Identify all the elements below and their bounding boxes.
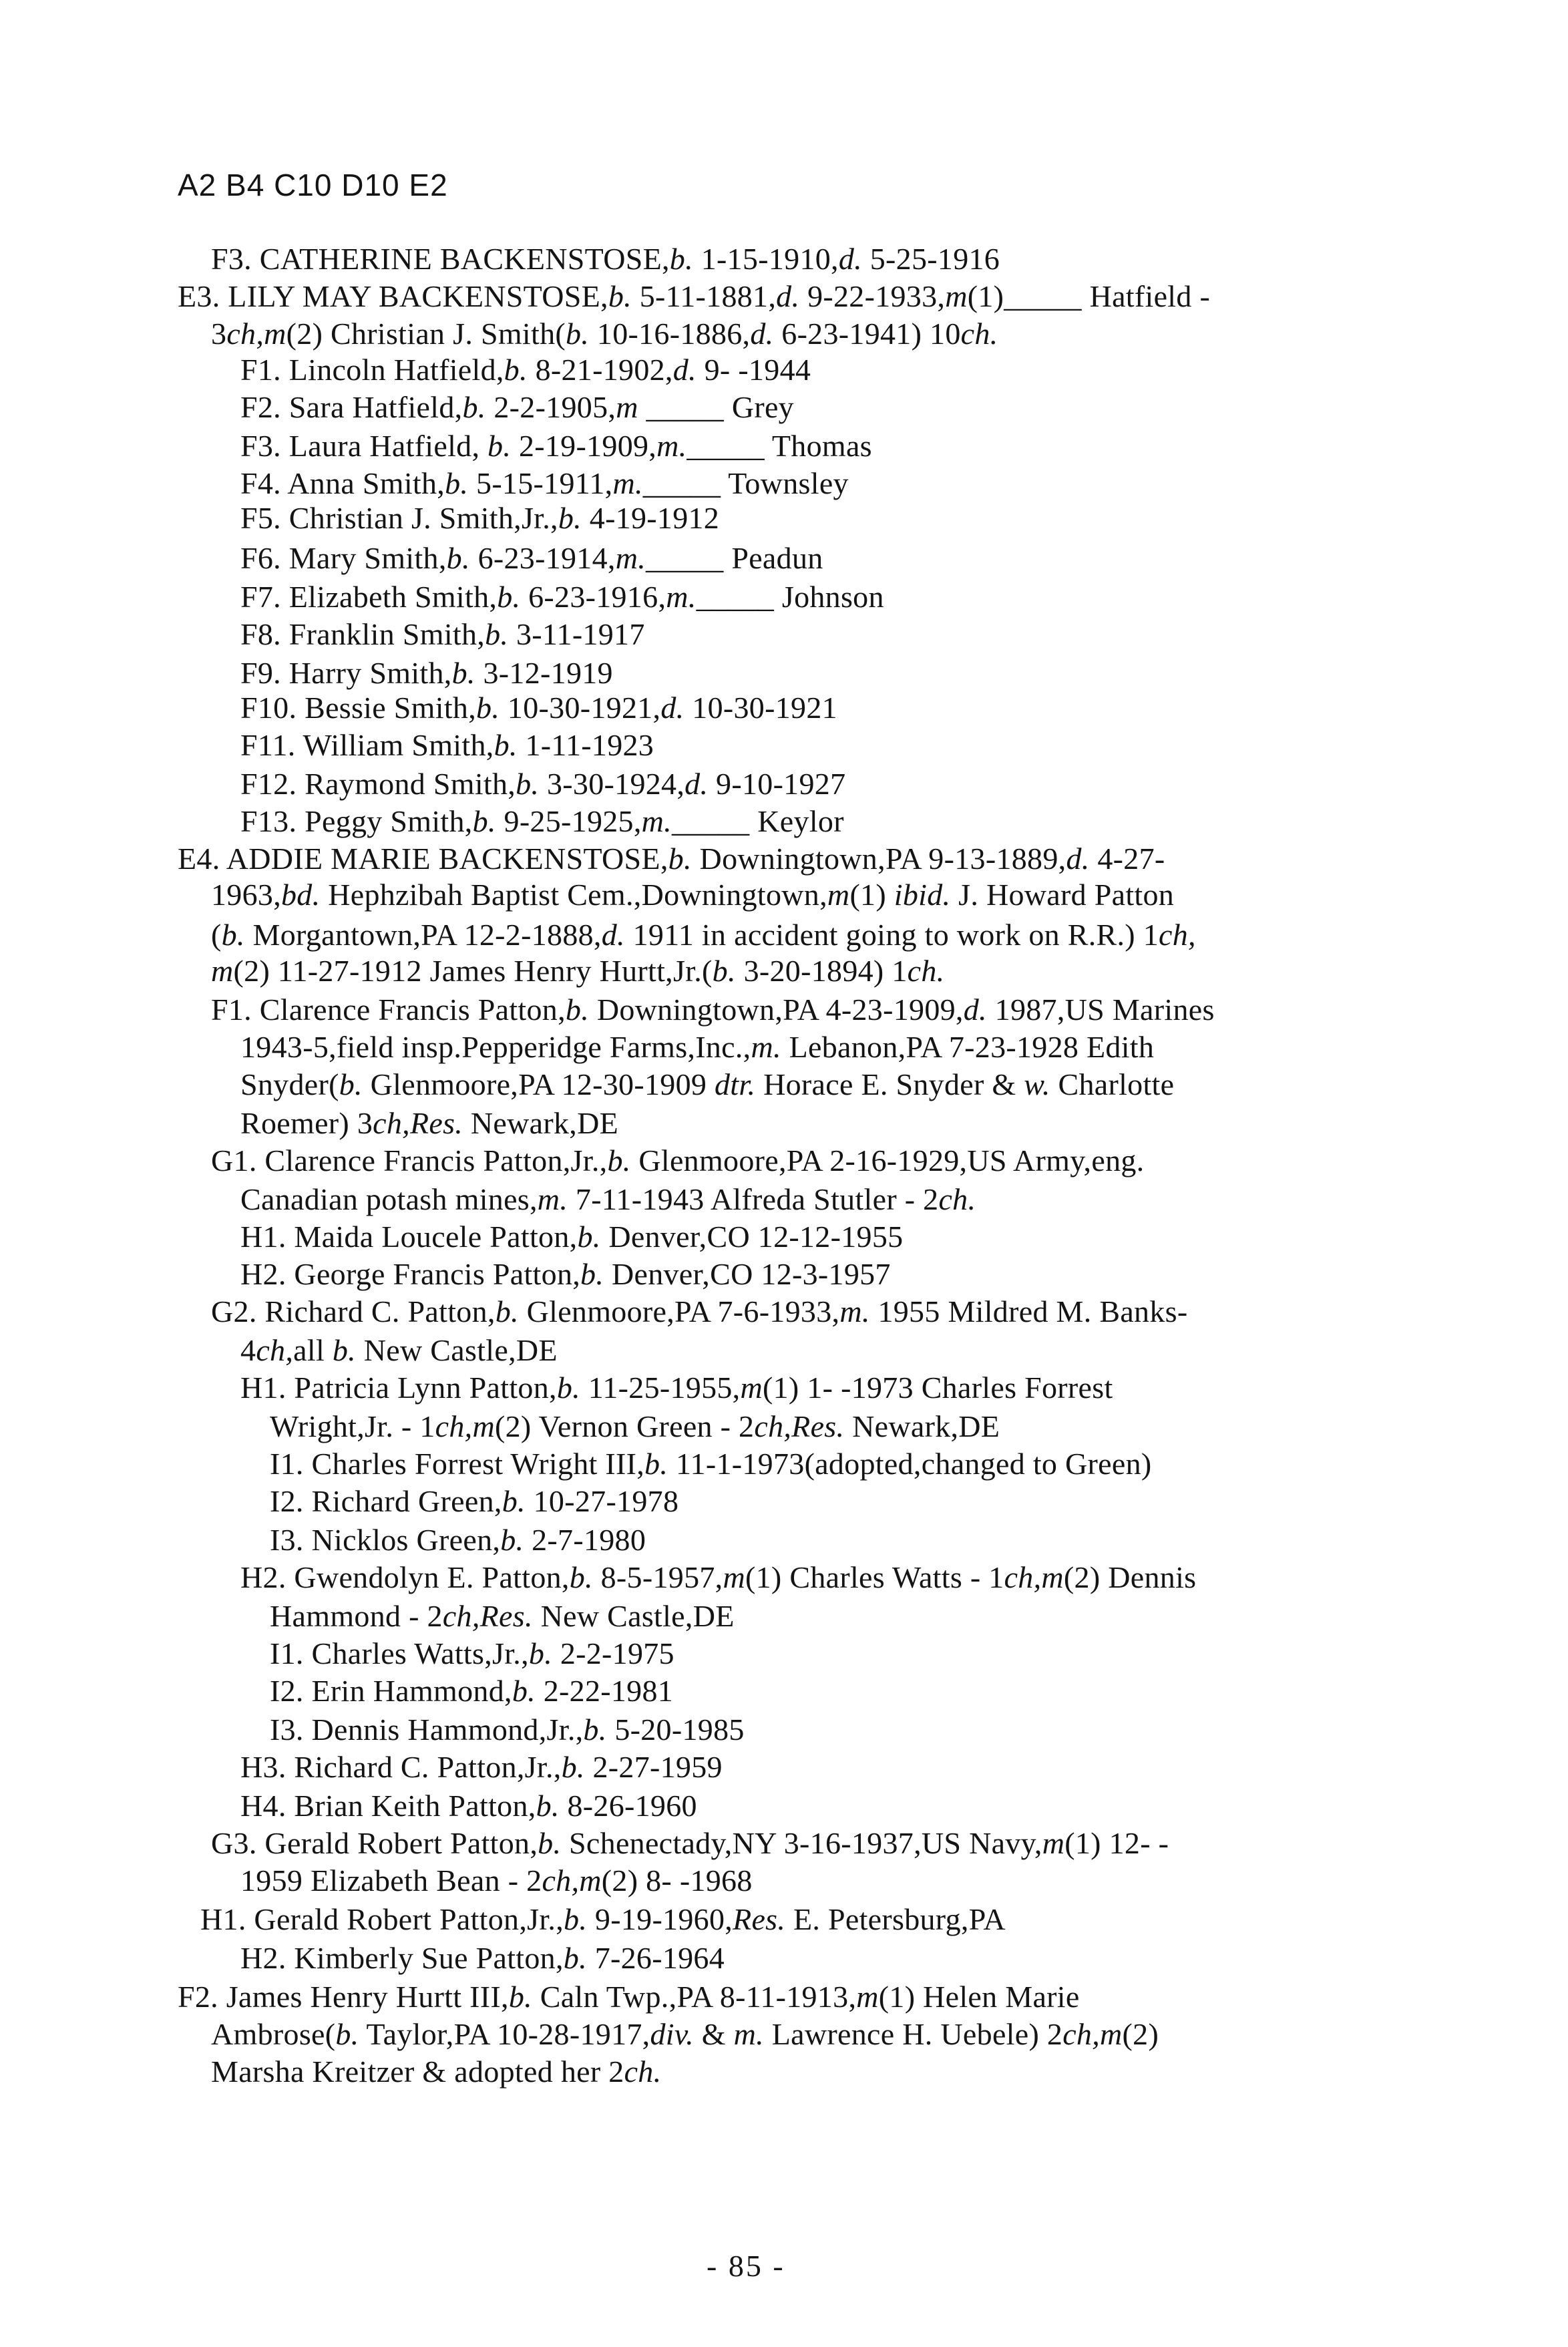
entry-text: H1. Maida Loucele Patton, xyxy=(240,1220,578,1254)
entry-text: Glenmoore,PA 7-6-1933, xyxy=(518,1294,840,1328)
entry-line xyxy=(240,427,872,465)
entry-text: H4. Brian Keith Patton, xyxy=(240,1789,536,1823)
entry-text: 10-27-1978 xyxy=(525,1484,679,1518)
entry-text: 8-21-1902, xyxy=(527,353,673,387)
entry-text: (1) Helen Marie xyxy=(878,1980,1080,2014)
entry-text: Denver,CO 12-12-1955 xyxy=(600,1220,904,1254)
entry-text: Newark,DE xyxy=(463,1106,618,1140)
entry-line xyxy=(240,765,845,803)
entry-text: _____ Thomas xyxy=(687,429,872,463)
entry-text: 6-23-1941) 10 xyxy=(773,317,961,351)
entry-line xyxy=(270,1635,674,1672)
abbreviation-italic: b. xyxy=(558,501,582,535)
entry-text: 6-23-1914, xyxy=(469,541,616,575)
entry-line xyxy=(240,1181,976,1218)
entry-text: Lebanon,PA 7-23-1928 Edith xyxy=(781,1030,1155,1064)
abbreviation-italic: b. xyxy=(577,1220,601,1254)
entry-line xyxy=(240,1029,1154,1066)
entry-text: Caln Twp.,PA 8-11-1913, xyxy=(532,1980,857,2014)
abbreviation-italic: b. xyxy=(583,1712,607,1747)
entry-line xyxy=(240,1332,558,1369)
entry-line xyxy=(270,1408,1000,1445)
abbreviation-italic: b. xyxy=(644,1447,668,1481)
entry-line xyxy=(211,315,998,353)
entry-text: 1955 Mildred M. Banks- xyxy=(869,1294,1188,1328)
entry-text: F12. Raymond Smith, xyxy=(240,767,516,801)
entry-text: 1943-5,field insp.Pepperidge Farms,Inc., xyxy=(240,1030,751,1064)
entry-text: 2-27-1959 xyxy=(584,1750,723,1784)
entry-text: Schenectady,NY 3-16-1937,US Navy, xyxy=(561,1826,1042,1860)
abbreviation-italic: m xyxy=(723,1560,745,1594)
abbreviation-italic: b. xyxy=(563,1941,587,1975)
entry-text: Ambrose( xyxy=(211,2017,336,2051)
abbreviation-italic: ch. xyxy=(907,954,945,988)
abbreviation-italic: b. xyxy=(580,1257,604,1291)
entry-line xyxy=(270,1598,735,1635)
entry-text: Glenmoore,PA 2-16-1929,US Army,eng. xyxy=(630,1143,1145,1178)
entry-text: I2. Erin Hammond, xyxy=(270,1674,512,1708)
abbreviation-italic: b. xyxy=(561,1750,585,1784)
entry-line xyxy=(211,991,1215,1029)
entry-line xyxy=(240,389,794,426)
entry-text: & xyxy=(693,2017,734,2051)
abbreviation-italic: w. xyxy=(1024,1067,1050,1101)
entry-text: _____ Peadun xyxy=(646,541,823,575)
entry-text: Horace E. Snyder & xyxy=(755,1067,1024,1101)
abbreviation-italic: b. xyxy=(528,1636,553,1670)
entry-text: 10-16-1886, xyxy=(589,317,751,351)
abbreviation-italic: ch. xyxy=(624,2054,662,2089)
entry-text: 3-12-1919 xyxy=(475,656,613,690)
abbreviation-italic: b. xyxy=(335,2017,359,2051)
abbreviation-italic: d. xyxy=(963,992,987,1027)
entry-line xyxy=(240,655,613,692)
abbreviation-italic: dtr. xyxy=(714,1067,756,1101)
abbreviation-italic: Res. xyxy=(733,1902,786,1936)
entry-text: 4-19-1912 xyxy=(581,501,720,535)
entry-text: 1963, xyxy=(211,878,281,912)
entry-line xyxy=(240,803,844,840)
abbreviation-italic: div. xyxy=(650,2017,694,2051)
abbreviation-italic: b. xyxy=(446,541,470,575)
entry-line xyxy=(211,1825,1169,1862)
entry-line xyxy=(211,2016,1159,2053)
abbreviation-italic: d. xyxy=(838,242,862,276)
entry-line xyxy=(240,689,837,727)
entry-line xyxy=(211,2053,661,2091)
entry-text: 10-30-1921, xyxy=(500,691,661,725)
entry-text: F4. Anna Smith, xyxy=(240,466,445,500)
entry-text: F8. Franklin Smith, xyxy=(240,617,485,651)
abbreviation-italic: m xyxy=(945,279,968,313)
entry-line xyxy=(240,1862,753,1900)
entry-line xyxy=(240,465,849,502)
entry-text: H3. Richard C. Patton,Jr., xyxy=(240,1750,562,1784)
abbreviation-italic: ibid. xyxy=(894,878,951,912)
entry-line xyxy=(240,616,645,653)
entry-text: _____ Keylor xyxy=(671,804,844,838)
entry-text: (1) xyxy=(849,878,894,912)
entry-text: F3. Laura Hatfield, xyxy=(240,429,488,463)
entry-text: 4 xyxy=(240,1333,256,1367)
entry-text: G3. Gerald Robert Patton, xyxy=(211,1826,538,1860)
entry-text: 5-25-1916 xyxy=(861,242,1000,276)
entry-line xyxy=(240,1940,725,1977)
entry-line xyxy=(270,1445,1152,1483)
entry-line xyxy=(240,351,811,389)
entry-line xyxy=(240,540,823,577)
entry-text: Downingtown,PA 4-23-1909, xyxy=(589,992,964,1027)
abbreviation-italic: ch,m xyxy=(1004,1560,1064,1594)
entry-text: (2) xyxy=(1122,2017,1159,2051)
entry-line xyxy=(211,1142,1144,1180)
entry-text: H2. George Francis Patton, xyxy=(240,1257,581,1291)
abbreviation-italic: m. xyxy=(615,541,646,575)
abbreviation-italic: m xyxy=(616,390,638,424)
abbreviation-italic: b. xyxy=(332,1333,356,1367)
abbreviation-italic: m xyxy=(856,1980,879,2014)
abbreviation-italic: b. xyxy=(556,1371,580,1405)
abbreviation-italic: ch,m xyxy=(1062,2017,1123,2051)
abbreviation-italic: b. xyxy=(538,1826,562,1860)
entry-line xyxy=(178,278,1210,315)
entry-text: F1. Clarence Francis Patton, xyxy=(211,992,566,1027)
entry-text: Downingtown,PA 9-13-1889, xyxy=(691,842,1066,876)
entry-line xyxy=(211,952,944,990)
abbreviation-italic: b. xyxy=(607,1143,631,1178)
entry-text: 11-25-1955, xyxy=(580,1371,741,1405)
abbreviation-italic: m. xyxy=(641,804,672,838)
entry-line xyxy=(270,1711,745,1749)
entry-text: E4. ADDIE MARIE BACKENSTOSE, xyxy=(178,842,668,876)
abbreviation-italic: m xyxy=(211,954,234,988)
abbreviation-italic: m. xyxy=(751,1030,781,1064)
abbreviation-italic: ch, xyxy=(256,1333,294,1367)
entry-text: Hephzibah Baptist Cem.,Downingtown, xyxy=(320,878,827,912)
entry-text: 5-11-1881, xyxy=(631,279,777,313)
abbreviation-italic: d. xyxy=(660,691,684,725)
entry-text: _____ Johnson xyxy=(696,580,884,614)
abbreviation-italic: ch, xyxy=(1159,918,1196,952)
entry-text: I3. Nicklos Green, xyxy=(270,1523,501,1557)
entry-line xyxy=(240,578,884,616)
abbreviation-italic: d. xyxy=(750,317,774,351)
entry-text: (1) 1- -1973 Charles Forrest xyxy=(763,1371,1113,1405)
entry-text: I1. Charles Forrest Wright III, xyxy=(270,1447,645,1481)
entry-line xyxy=(270,1521,646,1559)
entry-text: 2-22-1981 xyxy=(535,1674,674,1708)
abbreviation-italic: b. xyxy=(462,390,486,424)
entry-text: (2) Vernon Green - 2 xyxy=(495,1409,755,1443)
abbreviation-italic: b. xyxy=(516,767,540,801)
entry-text: I1. Charles Watts,Jr., xyxy=(270,1636,529,1670)
entry-text: Morgantown,PA 12-2-1888, xyxy=(244,918,602,952)
entry-text: (2) 11-27-1912 James Henry Hurtt,Jr.( xyxy=(233,954,713,988)
entry-text: F10. Bessie Smith, xyxy=(240,691,477,725)
entry-text: 9-10-1927 xyxy=(708,767,846,801)
entry-text: (1) 12- - xyxy=(1064,1826,1169,1860)
abbreviation-italic: b. xyxy=(495,1294,519,1328)
entry-line xyxy=(200,1901,1006,1938)
entry-text: 2-2-1905, xyxy=(485,390,616,424)
entry-text: (1)_____ Hatfield - xyxy=(967,279,1211,313)
abbreviation-italic: m. xyxy=(733,2017,764,2051)
abbreviation-italic: bd. xyxy=(281,878,321,912)
abbreviation-italic: ch,Res. xyxy=(373,1106,463,1140)
entry-text: 10-30-1921 xyxy=(684,691,837,725)
abbreviation-italic: b. xyxy=(494,728,518,762)
entry-text: (2) Dennis xyxy=(1063,1560,1197,1594)
entry-text: all xyxy=(293,1333,333,1367)
entry-text: 8-5-1957, xyxy=(592,1560,723,1594)
entry-text: 1-11-1923 xyxy=(517,728,654,762)
entry-text: ( xyxy=(211,918,222,952)
entry-text: I3. Dennis Hammond,Jr., xyxy=(270,1712,584,1747)
entry-line xyxy=(178,1978,1080,2016)
entry-line xyxy=(240,500,719,537)
abbreviation-italic: ch. xyxy=(938,1182,976,1216)
page-number: - 85 - xyxy=(707,2249,785,2283)
entry-text: F9. Harry Smith, xyxy=(240,656,452,690)
entry-text: Newark,DE xyxy=(844,1409,1000,1443)
entry-text: G1. Clarence Francis Patton,Jr., xyxy=(211,1143,608,1178)
entry-text: F2. Sara Hatfield, xyxy=(240,390,463,424)
entry-text: Charlotte xyxy=(1050,1067,1175,1101)
entry-text: F11. William Smith, xyxy=(240,728,494,762)
entry-line xyxy=(270,1483,678,1520)
abbreviation-italic: b. xyxy=(487,429,512,463)
entry-text: Snyder( xyxy=(240,1067,339,1101)
entry-text: Lawrence H. Uebele) 2 xyxy=(763,2017,1063,2051)
entry-text: I2. Richard Green, xyxy=(270,1484,502,1518)
entry-line xyxy=(240,1218,903,1256)
entry-line xyxy=(240,1369,1113,1407)
abbreviation-italic: b. xyxy=(339,1067,363,1101)
entry-line xyxy=(270,1672,673,1710)
abbreviation-italic: m. xyxy=(656,429,687,463)
entry-text: 5-20-1985 xyxy=(606,1712,745,1747)
entry-text: 1959 Elizabeth Bean - 2 xyxy=(240,1863,542,1898)
entry-text: _____ Townsley xyxy=(642,466,849,500)
entry-text: 9- -1944 xyxy=(696,353,811,387)
entry-text: 1-15-1910, xyxy=(693,242,839,276)
entry-text: 8-26-1960 xyxy=(559,1789,697,1823)
entry-text: 2-19-1909, xyxy=(511,429,657,463)
entry-text: J. Howard Patton xyxy=(950,878,1175,912)
entry-text: 9-25-1925, xyxy=(496,804,642,838)
abbreviation-italic: b. xyxy=(485,617,509,651)
entry-text: F1. Lincoln Hatfield, xyxy=(240,353,504,387)
entry-text: Taylor,PA 10-28-1917, xyxy=(359,2017,650,2051)
abbreviation-italic: b. xyxy=(712,954,736,988)
abbreviation-italic: ch,m xyxy=(226,317,286,351)
abbreviation-italic: b. xyxy=(476,691,500,725)
abbreviation-italic: d. xyxy=(601,918,625,952)
entry-line xyxy=(240,1787,697,1825)
entry-text: (1) Charles Watts - 1 xyxy=(745,1560,1004,1594)
abbreviation-italic: b. xyxy=(565,992,590,1027)
entry-line xyxy=(240,1256,891,1293)
entry-text: 11-1-1973(adopted,changed to Green) xyxy=(668,1447,1152,1481)
abbreviation-italic: d. xyxy=(672,353,697,387)
entry-line xyxy=(240,1066,1174,1103)
entry-text: 7-11-1943 Alfreda Stutler - 2 xyxy=(568,1182,939,1216)
abbreviation-italic: m. xyxy=(839,1294,870,1328)
entry-text: F6. Mary Smith, xyxy=(240,541,447,575)
entry-text: F7. Elizabeth Smith, xyxy=(240,580,498,614)
entry-text: Wright,Jr. - 1 xyxy=(270,1409,435,1443)
entry-line xyxy=(178,840,1165,878)
entry-text: H2. Gwendolyn E. Patton, xyxy=(240,1560,570,1594)
abbreviation-italic: m. xyxy=(537,1182,568,1216)
abbreviation-italic: m xyxy=(827,878,850,912)
abbreviation-italic: b. xyxy=(566,317,590,351)
entry-line xyxy=(240,727,654,764)
entry-line xyxy=(240,1105,618,1142)
abbreviation-italic: ch. xyxy=(960,317,998,351)
entry-text: 1987,US Marines xyxy=(986,992,1215,1027)
abbreviation-italic: m. xyxy=(666,580,697,614)
entry-text: Glenmoore,PA 12-30-1909 xyxy=(362,1067,715,1101)
entry-text: 5-15-1911, xyxy=(468,466,613,500)
abbreviation-italic: b. xyxy=(512,1674,536,1708)
entry-text: 9-22-1933, xyxy=(799,279,946,313)
entry-text: 2-2-1975 xyxy=(552,1636,674,1670)
abbreviation-italic: ch,Res. xyxy=(442,1599,533,1633)
abbreviation-italic: b. xyxy=(564,1902,588,1936)
entry-text: Hammond - 2 xyxy=(270,1599,443,1633)
entry-text: F2. James Henry Hurtt III, xyxy=(178,1980,509,2014)
entry-text: H2. Kimberly Sue Patton, xyxy=(240,1941,564,1975)
entry-text: F3. CATHERINE BACKENSTOSE, xyxy=(211,242,670,276)
abbreviation-italic: b. xyxy=(451,656,475,690)
entry-text: (2) Christian J. Smith( xyxy=(286,317,566,351)
entry-text: H1. Gerald Robert Patton,Jr., xyxy=(200,1902,564,1936)
entry-text: F13. Peggy Smith, xyxy=(240,804,473,838)
abbreviation-italic: b. xyxy=(536,1789,560,1823)
entry-line xyxy=(240,1749,723,1786)
entry-text: 4-27- xyxy=(1089,842,1165,876)
entry-text: E3. LILY MAY BACKENSTOSE, xyxy=(178,279,608,313)
entry-text: 2-7-1980 xyxy=(524,1523,646,1557)
entry-text: 3 xyxy=(211,317,227,351)
entry-text: Marsha Kreitzer & adopted her 2 xyxy=(211,2054,624,2089)
abbreviation-italic: m xyxy=(1042,1826,1065,1860)
abbreviation-italic: b. xyxy=(445,466,469,500)
entry-text: 3-30-1924, xyxy=(539,767,685,801)
abbreviation-italic: b. xyxy=(504,353,528,387)
entry-line xyxy=(211,240,1000,278)
abbreviation-italic: ch,m xyxy=(435,1409,495,1443)
entry-text: (2) 8- -1968 xyxy=(601,1863,753,1898)
entry-text: Denver,CO 12-3-1957 xyxy=(604,1257,891,1291)
abbreviation-italic: b. xyxy=(221,918,245,952)
abbreviation-italic: b. xyxy=(569,1560,593,1594)
entry-text: 6-23-1916, xyxy=(520,580,666,614)
abbreviation-italic: b. xyxy=(497,580,521,614)
entry-text: New Castle,DE xyxy=(355,1333,558,1367)
abbreviation-italic: b. xyxy=(500,1523,524,1557)
entry-text: Canadian potash mines, xyxy=(240,1182,538,1216)
abbreviation-italic: b. xyxy=(502,1484,526,1518)
entry-text: G2. Richard C. Patton, xyxy=(211,1294,496,1328)
entry-text: _____ Grey xyxy=(638,390,794,424)
abbreviation-italic: d. xyxy=(776,279,800,313)
entry-text: H1. Patricia Lynn Patton, xyxy=(240,1371,557,1405)
abbreviation-italic: b. xyxy=(669,242,693,276)
entry-line xyxy=(211,916,1196,954)
abbreviation-italic: m xyxy=(740,1371,763,1405)
abbreviation-italic: b. xyxy=(608,279,632,313)
abbreviation-italic: b. xyxy=(472,804,496,838)
entry-text: 9-19-1960, xyxy=(587,1902,733,1936)
lineage-header: A2 B4 C10 D10 E2 xyxy=(178,168,448,202)
abbreviation-italic: b. xyxy=(668,842,692,876)
abbreviation-italic: b. xyxy=(508,1980,532,2014)
abbreviation-italic: ch,m xyxy=(542,1863,602,1898)
entry-line xyxy=(211,1293,1187,1330)
entry-text: 1911 in accident going to work on R.R.) 1 xyxy=(624,918,1159,952)
abbreviation-italic: d. xyxy=(684,767,709,801)
entry-line xyxy=(211,876,1174,914)
entry-text: Roemer) 3 xyxy=(240,1106,373,1140)
abbreviation-italic: d. xyxy=(1066,842,1090,876)
entry-text: E. Petersburg,PA xyxy=(785,1902,1006,1936)
abbreviation-italic: ch,Res. xyxy=(754,1409,845,1443)
entry-text: 7-26-1964 xyxy=(586,1941,725,1975)
entry-text: New Castle,DE xyxy=(532,1599,735,1633)
entry-text: F5. Christian J. Smith,Jr., xyxy=(240,501,558,535)
entry-text: 3-11-1917 xyxy=(508,617,645,651)
abbreviation-italic: m. xyxy=(612,466,643,500)
entry-text: 3-20-1894) 1 xyxy=(735,954,908,988)
entry-line xyxy=(240,1559,1196,1596)
